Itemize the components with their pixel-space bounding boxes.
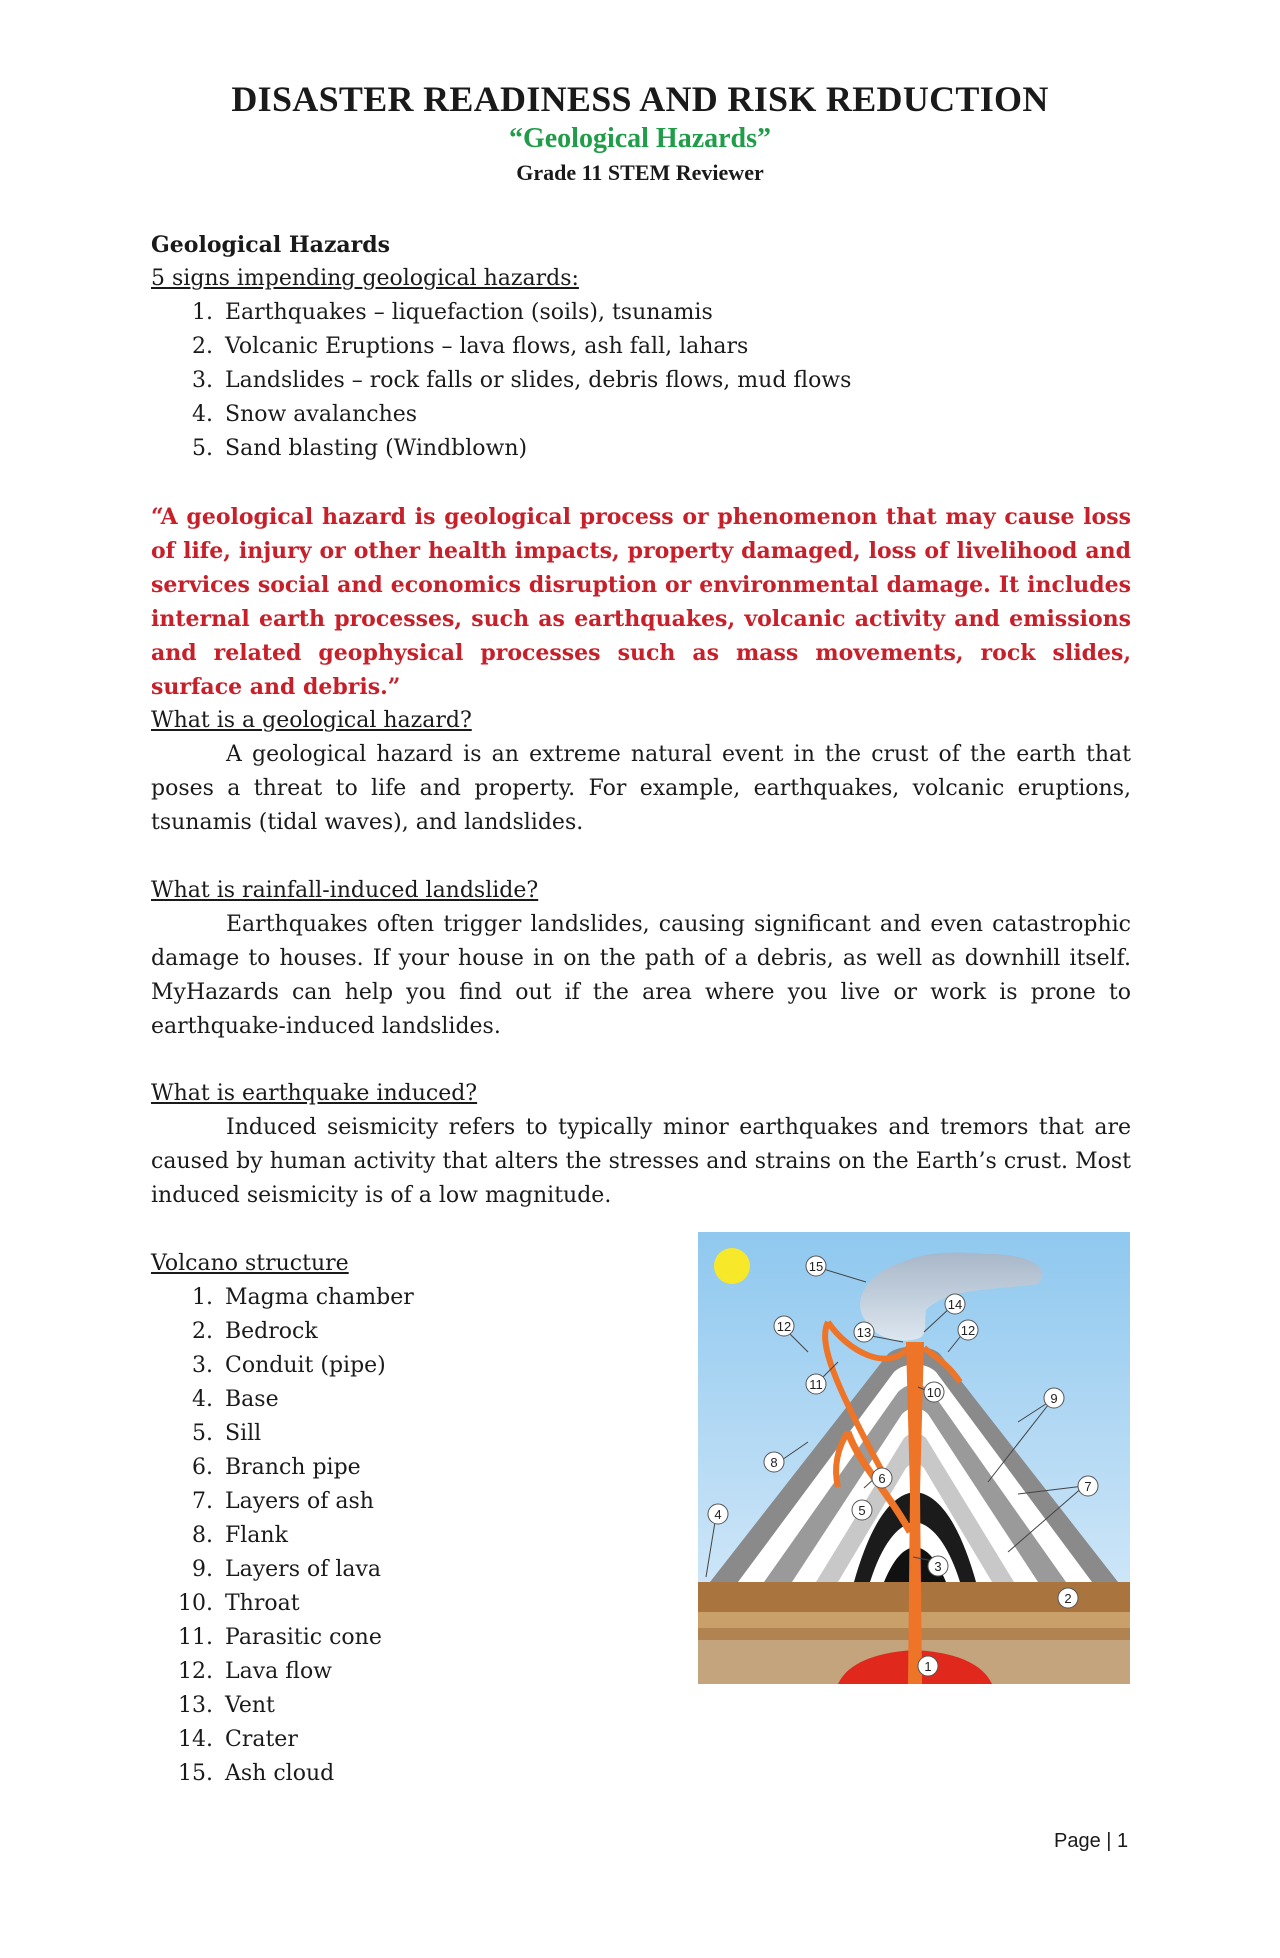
list-item: 15. Ash cloud: [178, 1761, 335, 1786]
callout-2: 2: [1064, 1591, 1072, 1606]
list-item: 4. Snow avalanches: [192, 402, 418, 427]
list-item: 9. Layers of lava: [192, 1557, 382, 1582]
sun-icon: [714, 1248, 750, 1284]
signs-subheading: 5 signs impending geological hazards:: [151, 266, 579, 291]
list-item: 3. Landslides – rock falls or slides, debris flows, mud flows: [192, 368, 852, 393]
callout-7: 7: [1084, 1479, 1092, 1494]
list-item: 10. Throat: [178, 1591, 300, 1616]
callout-9: 9: [1050, 1391, 1058, 1406]
callout-4: 4: [714, 1507, 722, 1522]
section-body: Induced seismicity refers to typically minor earthquakes and tremors that are caused by human activity that alters the stresses and strains on the Earth’s crust. Most induced seismicity is of a low magnitude.: [151, 1115, 1131, 1208]
volcano-section: [151, 1247, 671, 1791]
callout-3: 3: [934, 1559, 942, 1574]
list-item: 1. Magma chamber: [192, 1285, 414, 1310]
section-heading: What is a geological hazard?: [151, 708, 472, 733]
list-item: 5. Sill: [192, 1421, 262, 1446]
section-heading: What is rainfall-induced landslide?: [151, 878, 539, 903]
list-item: 14. Crater: [178, 1727, 298, 1752]
volcano-diagram: [698, 1232, 1130, 1684]
list-item: 2. Volcanic Eruptions – lava flows, ash fall, lahars: [192, 334, 749, 359]
list-item: 7. Layers of ash: [192, 1489, 374, 1514]
list-item: 1. Earthquakes – liquefaction (soils), tsunamis: [192, 300, 713, 325]
volcano-heading: Volcano structure: [151, 1251, 349, 1276]
signs-list: [151, 296, 1131, 466]
callout-13: 13: [856, 1325, 872, 1340]
list-item: 6. Branch pipe: [192, 1455, 361, 1480]
callout-14: 14: [947, 1297, 963, 1312]
callout-5: 5: [858, 1503, 866, 1518]
list-item: 4. Base: [192, 1387, 279, 1412]
callout-10: 10: [926, 1385, 942, 1400]
signs-heading: Geological Hazards: [151, 232, 391, 258]
definition-quote: “A geological hazard is geological process or phenomenon that may cause loss of life, injury or other health impacts, property damaged, loss of livelihood and services social and economics disruption or environmental damage. It includes internal earth processes, such as earthquakes, volcanic activity and emissions and related geophysical processes such as mass movements, rock slides, surface and debris.”: [151, 504, 1131, 700]
list-item: 12. Lava flow: [178, 1659, 333, 1684]
grade-label: Grade 11 STEM Reviewer: [516, 160, 764, 185]
section-body: A geological hazard is an extreme natural event in the crust of the earth that poses a threat to life and property. For example, earthquakes, volcanic eruptions, tsunamis (tidal waves), and landslides.: [151, 742, 1131, 835]
section-body: Earthquakes often trigger landslides, causing significant and even catastrophic damage to houses. If your house in on the path of a debris, as well as downhill itself. MyHazards can help you find out if the area where you live or work is prone to earthquake-induced landslides.: [151, 912, 1131, 1039]
list-item: 5. Sand blasting (Windblown): [192, 436, 528, 461]
list-item: 11. Parasitic cone: [178, 1625, 382, 1650]
document-title: DISASTER READINESS AND RISK REDUCTION: [231, 79, 1049, 119]
callout-12: 12: [776, 1319, 792, 1334]
callout-11: 11: [809, 1377, 823, 1392]
volcano-list: [151, 1281, 671, 1791]
callout-1: 1: [924, 1659, 932, 1674]
callout-12: 12: [960, 1323, 976, 1338]
list-item: 8. Flank: [192, 1523, 288, 1548]
callout-8: 8: [770, 1455, 778, 1470]
signs-section: [151, 228, 1131, 466]
callout-6: 6: [878, 1471, 886, 1486]
list-item: 13. Vent: [178, 1693, 275, 1718]
section-rainfall-landslide: [151, 874, 1131, 1044]
section-heading: What is earthquake induced?: [151, 1081, 478, 1106]
section-earthquake-induced: [151, 1077, 1131, 1213]
page-number: Page | 1: [1054, 1830, 1129, 1852]
section-geological-hazard: [151, 704, 1131, 840]
list-item: 3. Conduit (pipe): [192, 1353, 386, 1378]
callout-15: 15: [808, 1259, 824, 1274]
list-item: 2. Bedrock: [192, 1319, 318, 1344]
document-subtitle: “Geological Hazards”: [508, 123, 772, 154]
